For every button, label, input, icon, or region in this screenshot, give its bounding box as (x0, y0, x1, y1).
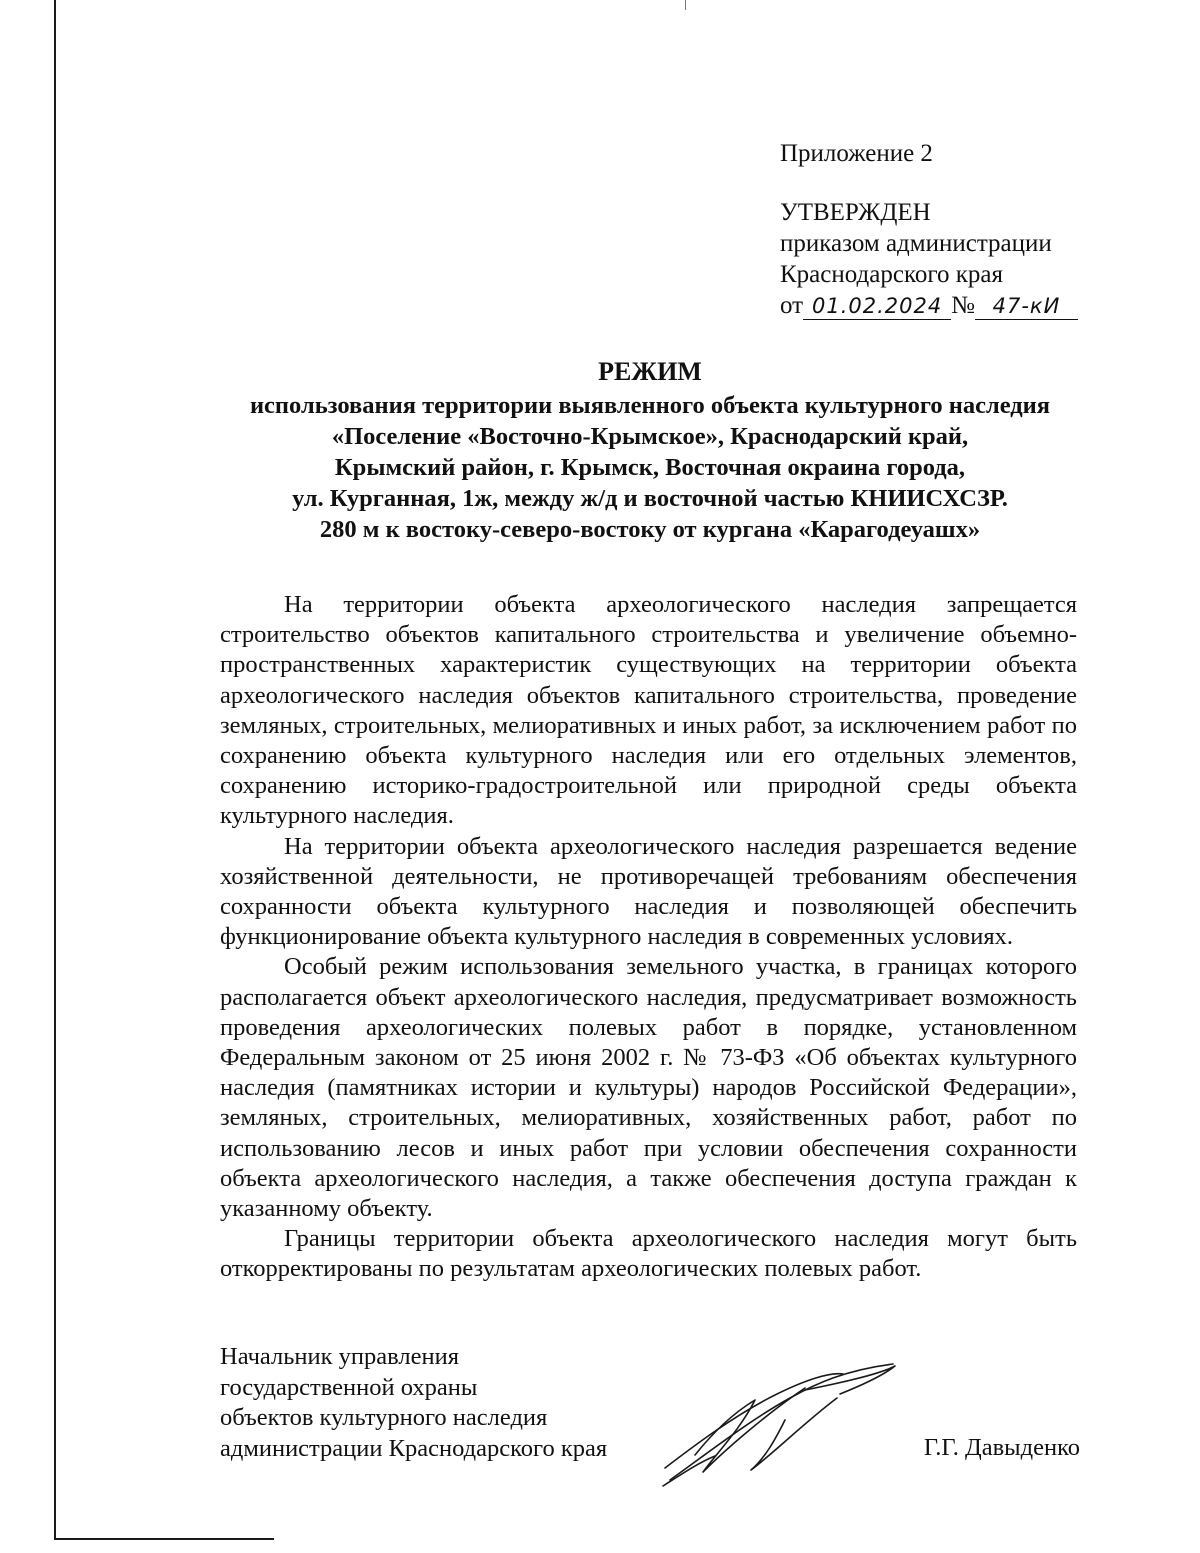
order-line-2: Краснодарского края (780, 261, 1003, 288)
paragraph-special-regime: Особый режим использования земельного участка, в границах которого располагается объект археологического наследия, предусматривает возможность проведения археологических полевых работ в порядке, установленном Федеральным законом от 25 июня 2002 г. № 73-ФЗ «Об объектах культурного наследия (памятниках истории и культуры) народов Российской Федерации», земляных, строительных, мелиоративных, хозяйственных работ, работ по использованию лесов и иных работ при условии обеспечения сохранности объекта археологического наследия, а также обеспечения доступа граждан к указанному объекту. (220, 953, 1077, 1223)
title-line-5: 280 м к востоку-северо-востоку от кургана «Карагодеуашх» (319, 516, 981, 543)
order-date-handwritten: 01.02.2024 (803, 293, 951, 320)
title-line-1: использования территории выявленного объекта культурного наследия (249, 392, 1051, 419)
scan-artifact-tick (685, 0, 686, 10)
scan-edge-bottom (54, 1538, 274, 1540)
title-line-3: Крымский район, г. Крымск, Восточная окраина города, (334, 454, 966, 481)
order-number-sign: № (951, 292, 975, 319)
signer-position-line-2: государственной охраны (220, 1373, 478, 1401)
order-date-number-line (780, 290, 1160, 321)
title-line-4: ул. Курганная, 1ж, между ж/д и восточной частью КНИИСХСЗР. (292, 485, 1008, 512)
signer-position-line-4: администрации Краснодарского края (220, 1434, 608, 1462)
paragraph-permission: На территории объекта археологического наследия разрешается ведение хозяйственной деятельности, не противоречащей требованиям обеспечения сохранности объекта культурного наследия и позволяющей обеспечить функционирование объекта культурного наследия в современных условиях. (220, 832, 1077, 951)
signer-name: Г.Г. Давыденко (923, 1434, 1080, 1461)
order-prefix: от (780, 292, 804, 319)
handwritten-signature (655, 1360, 905, 1490)
order-line-1: приказом администрации (780, 230, 1052, 257)
title-main: РЕЖИМ (598, 357, 702, 386)
approved-label: УТВЕРЖДЕН (780, 199, 931, 226)
title-line-2: «Поселение «Восточно-Крымское», Краснодарский край, (331, 423, 969, 450)
signer-position-line-1: Начальник управления (220, 1343, 459, 1370)
document-body (220, 590, 1077, 1285)
order-number-handwritten: 47-кИ (975, 293, 1078, 320)
scan-edge-left (54, 0, 56, 1540)
paragraph-prohibition: На территории объекта археологического наследия запрещается строительство объектов капитального строительства и увеличение объемно-пространственных характеристик существующих на территории объекта археологического наследия объектов капитального строительства, проведение земляных, строительных, мелиоративных и иных работ, за исключением работ по сохранению объекта культурного наследия или его отдельных элементов, сохранению историко-градостроительной или природной среды объекта культурного наследия. (220, 591, 1077, 830)
signer-position (220, 1342, 680, 1464)
document-title (150, 356, 1150, 545)
signer-position-line-3: объектов культурного наследия (220, 1404, 548, 1431)
approval-header (780, 138, 1160, 321)
appendix-label: Приложение 2 (780, 140, 933, 167)
paragraph-boundaries: Границы территории объекта археологического наследия могут быть откорректированы по результатам археологических полевых работ. (220, 1225, 1077, 1283)
